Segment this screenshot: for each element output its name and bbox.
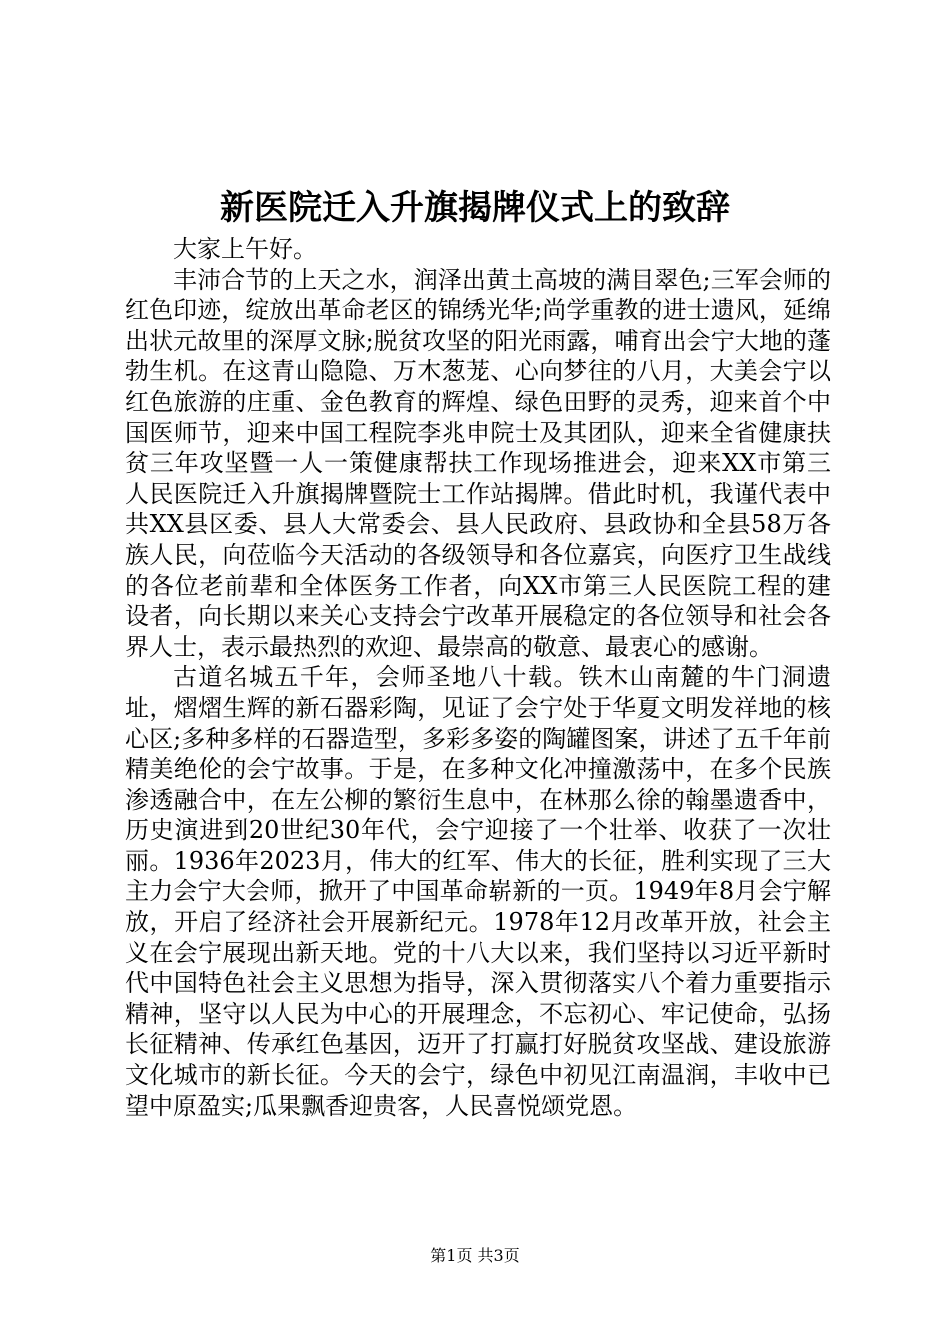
paragraph-history: 古道名城五千年，会师圣地八十载。铁木山南麓的牛门洞遗址，熠熠生辉的新石器彩陶，见证了会宁处于华夏文明发祥地的核心区;多种多样的石器造型，多彩多姿的陶罐图案，讲述了五千年前精美绝伦的会宁故事。于是，在多种文化冲撞激荡中，在多个民族渗透融合中，在左公柳的繁衍生息中，在林那么徐的翰墨遗香中，历史演进到20世纪30年代，会宁迎接了一个壮举、收获了一次壮丽。1936年2023月，伟大的红军、伟大的长征，胜利实现了三大主力会宁大会师，掀开了中国革命崭新的一页。1949年8月会宁解放，开启了经济社会开展新纪元。1978年12月改革开放，社会主义在会宁展现出新天地。党的十八大以来，我们坚持以习近平新时代中国特色社会主义思想为指导，深入贯彻落实八个着力重要指示精神，坚守以人民为中心的开展理念，不忘初心、牢记使命，弘扬长征精神、传承红色基因，迈开了打赢打好脱贫攻坚战、建设旅游文化城市的新长征。今天的会宁，绿色中初见江南温润，丰收中已望中原盈实;瓜果飘香迎贵客，人民喜悦颂党恩。 [125,663,831,1120]
paragraph-welcome: 丰沛合节的上天之水，润泽出黄土高坡的满目翠色;三军会师的红色印迹，绽放出革命老区的锦绣光华;尚学重教的进士遗风，延绵出状元故里的深厚文脉;脱贫攻坚的阳光雨露，哺育出会宁大地的蓬勃生机。在这青山隐隐、万木葱茏、心向梦往的八月，大美会宁以红色旅游的庄重、金色教育的辉煌、绿色田野的灵秀，迎来首个中国医师节，迎来中国工程院李兆申院士及其团队，迎来全省健康扶贫三年攻坚暨一人一策健康帮扶工作现场推进会，迎来XX市第三人民医院迁入升旗揭牌暨院士工作站揭牌。借此时机，我谨代表中共XX县区委、县人大常委会、县人民政府、县政协和全县58万各族人民，向莅临今天活动的各级领导和各位嘉宾，向医疗卫生战线的各位老前辈和全体医务工作者，向XX市第三人民医院工程的建设者，向长期以来关心支持会宁改革开展稳定的各位领导和社会各界人士，表示最热烈的欢迎、最崇高的敬意、最衷心的感谢。 [125,265,831,661]
page-footer: 第1页 共3页 [430,1246,520,1265]
document-title: 新医院迁入升旗揭牌仪式上的致辞 [220,188,730,228]
document-body [125,234,831,1121]
paragraph-greeting: 大家上午好。 [173,235,317,263]
